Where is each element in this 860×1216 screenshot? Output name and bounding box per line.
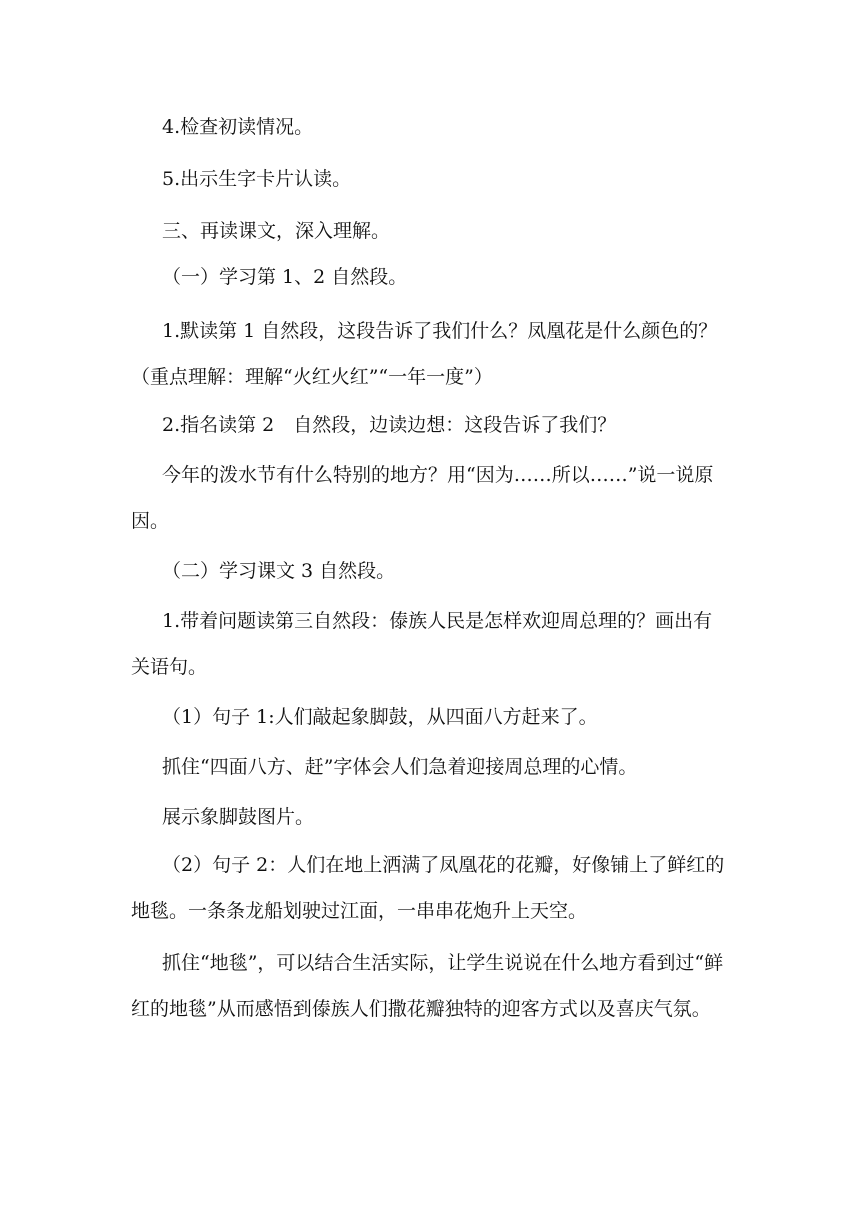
paragraph-read-second: 2.指名读第 2 自然段，边读边想：这段告诉了我们？ — [162, 414, 617, 436]
paragraph-check-first-reading: 4.检查初读情况。 — [162, 116, 314, 138]
paragraph-subsection-two-heading: （二）学习课文 3 自然段。 — [162, 560, 396, 582]
paragraph-red-carpet: 抓住“地毯”，可以结合生活实际，让学生说说在什么地方看到过“鲜红的地毯”从而感悟到傣族人们撒花瓣独特的迎客方式以及喜庆气氛。 — [131, 952, 724, 1020]
paragraph-grasp-words: 抓住“四面八方、赶”字体会人们急着迎接周总理的心情。 — [162, 756, 638, 778]
paragraph-subsection-one-heading: （一）学习第 1、2 自然段。 — [162, 266, 408, 288]
paragraph-show-drum-picture: 展示象脚鼓图片。 — [162, 806, 315, 828]
paragraph-word-cards: 5.出示生字卡片认读。 — [162, 168, 352, 190]
paragraph-water-festival: 今年的泼水节有什么特别的地方？用“因为……所以……”说一说原因。 — [131, 464, 714, 532]
paragraph-read-third: 1.带着问题读第三自然段：傣族人民是怎样欢迎周总理的？画出有关语句。 — [131, 610, 713, 678]
paragraph-sentence-one: （1）句子 1:人们敲起象脚鼓，从四面八方赶来了。 — [162, 706, 598, 728]
paragraph-sentence-two: （2）句子 2：人们在地上洒满了凤凰花的花瓣，好像铺上了鲜红的地毯。一条条龙船划驶过江面，一串串花炮升上天空。 — [131, 854, 725, 922]
paragraph-section-three-heading: 三、再读课文，深入理解。 — [162, 220, 391, 242]
paragraph-silent-reading-first: 1.默读第 1 自然段，这段告诉了我们什么？凤凰花是什么颜色的？（重点理解：理解“火红火红”“一年一度”） — [131, 320, 718, 388]
